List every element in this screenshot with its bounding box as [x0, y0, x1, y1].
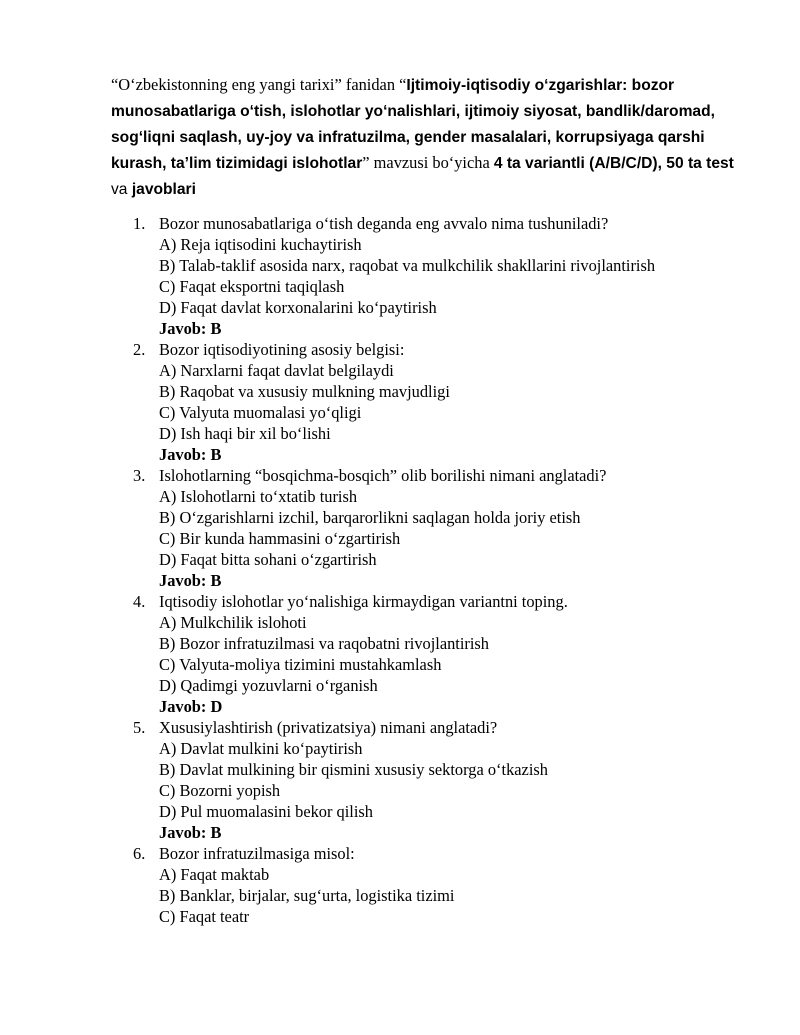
answer-line: Javob: D [159, 697, 223, 716]
option-a: A) Narxlarni faqat davlat belgilaydi [159, 361, 394, 380]
intro-mid-text: ” mavzusi bo‘yicha [362, 153, 494, 172]
question-item [111, 339, 751, 465]
option-b: B) O‘zgarishlarni izchil, barqarorlikni saqlagan holda joriy etish [159, 508, 581, 527]
question-text: Iqtisodiy islohotlar yo‘nalishiga kirmaydigan variantni toping. [159, 592, 568, 611]
answer-line: Javob: B [159, 445, 222, 464]
question-text: Bozor iqtisodiyotining asosiy belgisi: [159, 340, 405, 359]
option-b: B) Davlat mulkining bir qismini xususiy sektorga o‘tkazish [159, 760, 548, 779]
question-item [111, 843, 751, 927]
option-a: A) Islohotlarni to‘xtatib turish [159, 487, 358, 506]
intro-connector: va [111, 181, 132, 198]
option-b: B) Raqobat va xususiy mulkning mavjudligi [159, 382, 450, 401]
question-text: Bozor munosabatlariga o‘tish deganda eng avvalo nima tushuniladi? [159, 214, 609, 233]
option-c: C) Valyuta-moliya tizimini mustahkamlash [159, 655, 442, 674]
answer-line: Javob: B [159, 319, 222, 338]
question-number: 4. [133, 592, 146, 611]
intro-answers-word: javoblari [131, 181, 196, 198]
question-text: Bozor infratuzilmasiga misol: [159, 844, 355, 863]
option-b: B) Talab-taklif asosida narx, raqobat va mulkchilik shakllarini rivojlantirish [159, 256, 656, 275]
option-d: D) Pul muomalasini bekor qilish [159, 802, 373, 821]
option-b: B) Banklar, birjalar, sug‘urta, logistika tizimi [159, 886, 455, 905]
option-a: A) Reja iqtisodini kuchaytirish [159, 235, 362, 254]
option-c: C) Bir kunda hammasini o‘zgartirish [159, 529, 401, 548]
option-a: A) Davlat mulkini ko‘paytirish [159, 739, 363, 758]
question-list [111, 213, 751, 927]
option-d: D) Qadimgi yozuvlarni o‘rganish [159, 676, 378, 695]
option-c: C) Bozorni yopish [159, 781, 281, 800]
question-item [111, 591, 751, 717]
question-number: 3. [133, 466, 146, 485]
intro-subject-prefix: “O‘zbekistonning eng yangi tarixi” fanidan “ [111, 75, 407, 94]
question-item [111, 465, 751, 591]
intro-variants: 4 ta variantli (A/B/C/D), 50 ta test [493, 155, 734, 172]
document-intro [111, 72, 751, 202]
option-c: C) Valyuta muomalasi yo‘qligi [159, 403, 362, 422]
question-item [111, 717, 751, 843]
option-d: D) Faqat davlat korxonalarini ko‘paytirish [159, 298, 437, 317]
option-a: A) Mulkchilik islohoti [159, 613, 307, 632]
question-number: 2. [133, 340, 146, 359]
option-d: D) Faqat bitta sohani o‘zgartirish [159, 550, 377, 569]
intro-topic: Ijtimoiy-iqtisodiy o‘zgarishlar: bozor munosabatlariga o‘tish, islohotlar yo‘nalishlari, ijtimoiy siyosat, bandlik/daromad, sog‘liqni saqlash, uy-joy va infratuzilma, gender masalalari, korrupsiyaga qarshi kurash, ta’lim tizimidagi islohotlar [111, 77, 715, 172]
option-c: C) Faqat eksportni taqiqlash [159, 277, 345, 296]
question-number: 5. [133, 718, 146, 737]
question-text: Islohotlarning “bosqichma-bosqich” olib borilishi nimani anglatadi? [159, 466, 607, 485]
question-text: Xususiylashtirish (privatizatsiya) nimani anglatadi? [159, 718, 498, 737]
question-item [111, 213, 751, 339]
option-d: D) Ish haqi bir xil bo‘lishi [159, 424, 331, 443]
question-number: 1. [133, 214, 146, 233]
option-b: B) Bozor infratuzilmasi va raqobatni rivojlantirish [159, 634, 490, 653]
answer-line: Javob: B [159, 823, 222, 842]
answer-line: Javob: B [159, 571, 222, 590]
option-c: C) Faqat teatr [159, 907, 250, 926]
question-number: 6. [133, 844, 146, 863]
option-a: A) Faqat maktab [159, 865, 270, 884]
